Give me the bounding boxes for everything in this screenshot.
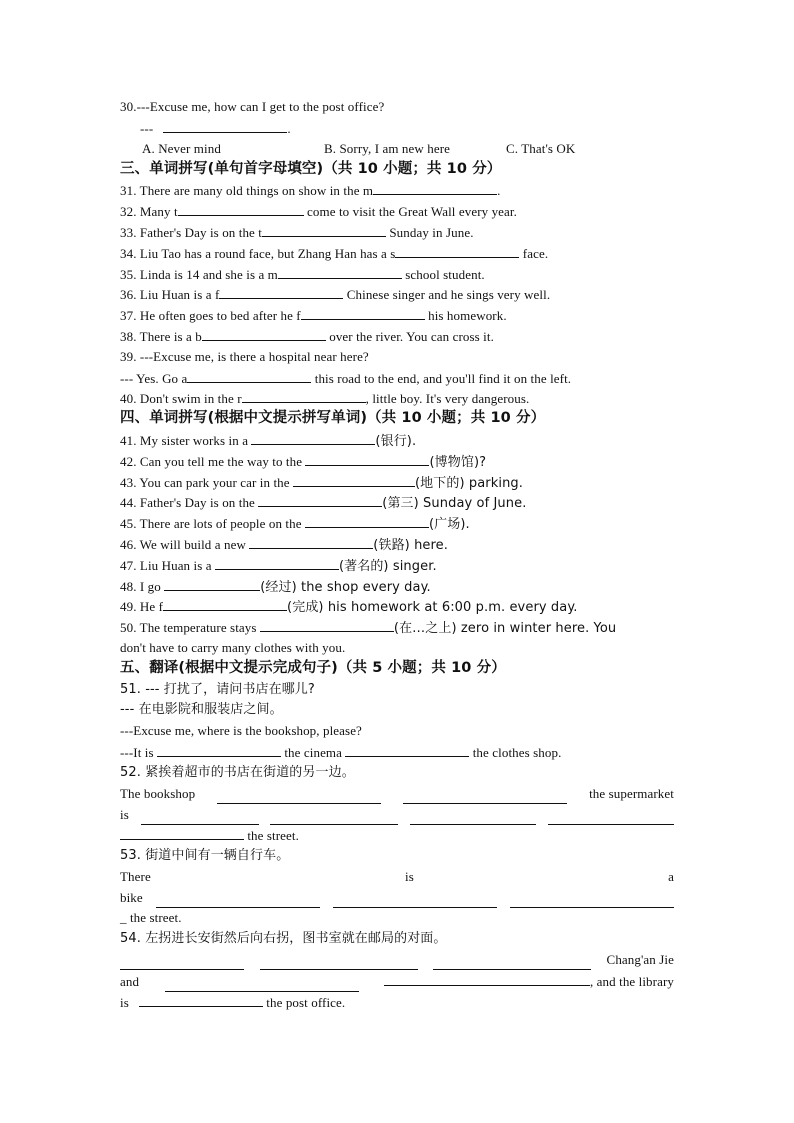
answer-blank[interactable] <box>215 555 339 570</box>
question-50-line2: don't have to carry many clothes with you. <box>120 640 346 655</box>
answer-blank[interactable] <box>164 576 260 591</box>
answer-blank[interactable] <box>156 893 320 908</box>
answer-blank[interactable] <box>305 451 429 466</box>
section-5-title: 五、翻译(根据中文提示完成句子)（共 5 小题；共 10 分） <box>120 660 506 676</box>
answer-blank[interactable] <box>548 810 674 825</box>
answer-blank[interactable] <box>510 893 674 908</box>
question-32: 32. Many t come to visit the Great Wall every year. <box>120 201 674 222</box>
section-3-title: 三、单词拼写(单句首字母填空)（共 10 小题；共 10 分） <box>120 161 502 177</box>
answer-blank[interactable] <box>120 955 244 970</box>
question-30-answer-line: --- . <box>140 118 674 139</box>
question-54-chinese: 54. 左拐进长安街然后向右拐，图书室就在邮局的对面。 <box>120 931 447 946</box>
option-b[interactable]: B. Sorry, I am new here <box>324 141 451 156</box>
answer-blank[interactable] <box>139 992 263 1007</box>
answer-blank[interactable] <box>260 955 418 970</box>
answer-blank[interactable] <box>403 789 567 804</box>
answer-blank[interactable] <box>242 388 366 403</box>
answer-blank[interactable] <box>433 955 591 970</box>
question-41: 41. My sister works in a (银行). <box>120 430 674 452</box>
question-54-line1: Chang'an Jie <box>120 950 674 970</box>
question-51-english-2: ---It is the cinema the clothes shop. <box>120 742 674 763</box>
answer-blank[interactable] <box>293 472 415 487</box>
answer-blank[interactable] <box>395 243 519 258</box>
answer-blank[interactable] <box>260 617 394 632</box>
question-33: 33. Father's Day is on the t Sunday in June. <box>120 222 674 243</box>
question-39-answer: --- Yes. Go a this road to the end, and you'll find it on the left. <box>120 368 674 389</box>
answer-blank[interactable] <box>301 305 425 320</box>
question-38: 38. There is a b over the river. You can cross it. <box>120 326 674 347</box>
question-34: 34. Liu Tao has a round face, but Zhang Han has a s face. <box>120 243 674 264</box>
answer-blank[interactable] <box>219 284 343 299</box>
question-42: 42. Can you tell me the way to the (博物馆)? <box>120 451 674 473</box>
answer-blank[interactable] <box>217 789 381 804</box>
answer-blank[interactable] <box>163 596 287 611</box>
question-51-chinese-2: --- 在电影院和服装店之间。 <box>120 702 283 717</box>
question-44: 44. Father's Day is on the (第三) Sunday of June. <box>120 492 674 514</box>
question-53-line3: _ the street. <box>120 910 182 925</box>
question-53-chinese: 53. 街道中间有一辆自行车。 <box>120 848 290 863</box>
section-4-title: 四、单词拼写(根据中文提示拼写单词)（共 10 小题；共 10 分） <box>120 410 546 426</box>
option-c[interactable]: C. That's OK <box>506 141 576 156</box>
answer-blank[interactable] <box>249 534 373 549</box>
question-53-line1: There is a <box>120 869 674 884</box>
answer-blank[interactable] <box>120 825 244 840</box>
question-48: 48. I go (经过) the shop every day. <box>120 576 674 598</box>
question-36: 36. Liu Huan is a f Chinese singer and he sings very well. <box>120 284 674 305</box>
answer-blank[interactable] <box>187 368 311 383</box>
question-40: 40. Don't swim in the r , little boy. It's very dangerous. <box>120 388 674 409</box>
answer-blank[interactable] <box>202 326 326 341</box>
answer-blank[interactable] <box>157 742 281 757</box>
question-49: 49. He f (完成) his homework at 6:00 p.m. every day. <box>120 596 674 618</box>
answer-blank[interactable] <box>270 810 398 825</box>
question-37: 37. He often goes to bed after he f his homework. <box>120 305 674 326</box>
answer-blank[interactable] <box>262 222 386 237</box>
question-45: 45. There are lots of people on the (广场). <box>120 513 674 535</box>
question-30: 30.---Excuse me, how can I get to the post office? <box>120 99 385 114</box>
answer-blank[interactable] <box>178 201 304 216</box>
answer-blank[interactable] <box>333 893 497 908</box>
answer-blank[interactable] <box>251 430 375 445</box>
question-52-line2: is <box>120 805 674 825</box>
answer-blank[interactable] <box>384 971 590 986</box>
question-52-chinese: 52. 紧挨着超市的书店在街道的另一边。 <box>120 765 355 780</box>
question-35: 35. Linda is 14 and she is a m school student. <box>120 264 674 285</box>
question-52-line3: the street. <box>120 825 674 846</box>
question-46: 46. We will build a new (铁路) here. <box>120 534 674 556</box>
question-50: 50. The temperature stays (在…之上) zero in winter here. You <box>120 617 674 639</box>
answer-blank[interactable] <box>305 513 429 528</box>
question-51-english-1: ---Excuse me, where is the bookshop, please? <box>120 723 362 738</box>
question-30-options <box>120 139 674 159</box>
question-31: 31. There are many old things on show in the m . <box>120 180 674 201</box>
question-39: 39. ---Excuse me, is there a hospital near here? <box>120 349 369 364</box>
question-47: 47. Liu Huan is a (著名的) singer. <box>120 555 674 577</box>
answer-blank[interactable] <box>163 118 287 133</box>
option-a[interactable]: A. Never mind <box>142 141 221 156</box>
question-43: 43. You can park your car in the (地下的) parking. <box>120 472 674 494</box>
answer-blank[interactable] <box>410 810 536 825</box>
question-54-line3: is the post office. <box>120 992 674 1013</box>
question-54-line2: and , and the library <box>120 971 674 992</box>
answer-blank[interactable] <box>278 264 402 279</box>
answer-blank[interactable] <box>373 180 497 195</box>
question-52-line1: The bookshop the supermarket <box>120 784 674 804</box>
answer-blank[interactable] <box>141 810 259 825</box>
answer-blank[interactable] <box>165 977 359 992</box>
question-53-line2: bike <box>120 888 674 908</box>
answer-blank[interactable] <box>345 742 469 757</box>
answer-blank[interactable] <box>258 492 382 507</box>
question-51-chinese-1: 51. --- 打扰了，请问书店在哪儿? <box>120 682 315 697</box>
